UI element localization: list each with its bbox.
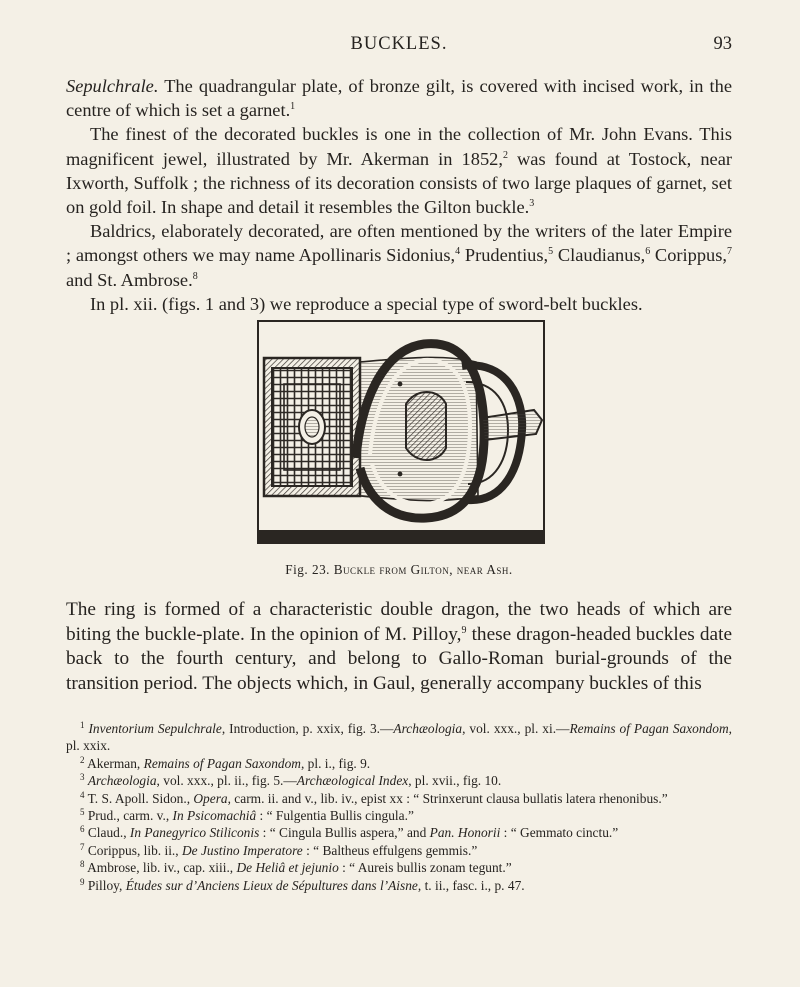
footnote-italic: Opera [193,790,228,806]
footnote-number: 6 [80,824,85,835]
footnote-ref: 6 [645,246,651,258]
figure-caption [66,562,732,578]
footnote [66,755,732,772]
footnote-text: Pilloy, [87,877,126,893]
footnote [66,842,732,859]
footnote-italic: De Heliâ et jejunio [236,860,339,876]
paragraph-1: Sepulchrale. The quadrangular plate, of bronze gilt, is covered with incised work, in the centre of which is set a garnet.$^1$ [66,76,732,121]
footnotes [66,720,732,894]
body-text-top [66,74,732,316]
paragraph-2: The finest of the decorated buckles is one in the collection of Mr. John Evans. This magnificent jewel, illustrated by Mr. Akerman in 1852,$^2$ was found at Tostock, near Ixworth, Suffolk ; the richness of its decoration consists of two large plaques of garnet, set on gold foil. In shape and detail it resembles the Gilton buckle.$^3$ [66,124,733,218]
footnote-text: : “ Fulgentia Bullis cingula.” [256,808,414,824]
paragraph-4: In pl. xii. (figs. 1 and 3) we reproduce a special type of sword-belt buckles. [90,293,643,314]
buckle-illustration [256,318,546,546]
page-number: 93 [713,34,732,54]
footnote-italic: De Justino Imperatore [181,842,303,858]
footnote-text: , Introduction, p. xxix, fig. 3.— [221,721,394,736]
footnote-italic: Remains of Pagan Saxondom [569,721,729,736]
footnote [66,772,732,789]
footnote-text: Prud., carm. v., [87,808,173,824]
footnote-number: 2 [80,754,85,765]
footnote-text: , vol. xxx., pl. xi.— [462,721,570,736]
buckle-engraving [256,318,546,546]
footnote [66,877,732,894]
footnote-ref: 3 [529,198,535,210]
body-text-bottom [66,598,732,696]
footnote-ref: 5 [548,246,554,258]
footnote-text: , pl. xvii., fig. 10. [408,773,502,789]
footnote-italic: Archæologia [393,721,463,736]
footnote-ref: 7 [726,246,732,258]
footnote-text: , vol. xxx., pl. ii., fig. 5.— [156,773,297,789]
footnote-ref: 1 [290,101,296,113]
footnote-text: T. S. Apoll. Sidon., [87,790,194,806]
footnote [66,807,732,824]
footnote [66,720,732,755]
footnote-number: 8 [80,859,85,870]
footnote-text: , pl. xxix. [66,721,732,754]
figure-label: Fig. 23. [285,562,330,577]
footnote-text: : “ Gemmato cinctu.” [500,825,619,841]
footnote-ref: 4 [455,246,461,258]
footnote-italic: Archæological Index [296,773,409,789]
footnote-text: : “ Cingula Bullis aspera,” and [259,825,430,841]
footnote-text: Corippus, lib. ii., [87,842,182,858]
footnote-text: : “ Baltheus effulgens gemmis.” [302,842,478,858]
footnote [66,790,732,807]
footnote-italic: Remains of Pagan Saxondom [143,755,301,771]
footnote-ref: 8 [192,270,198,282]
footnote-italic: Pan. Honorii [429,825,501,841]
figure-title: Buckle from Gilton, near Ash. [333,562,513,577]
footnote-number: 4 [80,789,85,800]
footnote [66,859,732,876]
footnote [66,824,732,841]
footnote-text: Claud., [87,825,130,841]
footnote-text: , carm. ii. and v., lib. iv., epist xx : “ Strinxerunt clausa bullatis latera rhenonibus.” [227,790,668,806]
footnote-italic: Archæologia [87,773,157,789]
footnote-italic: Études sur d’Anciens Lieux de Sépultures dans l’Aisne [125,877,418,893]
running-title: BUCKLES. [350,34,448,54]
footnote-text: Ambrose, lib. iv., cap. xiii., [87,860,237,876]
footnote-italic: In Psicomachiâ [172,808,257,824]
footnote-italic: In Panegyrico Stiliconis [129,825,260,841]
footnote-number: 9 [80,876,85,887]
lead-italic: Sepulchrale. [66,76,159,96]
footnote-ref: 2 [502,149,508,161]
footnote-number: 7 [80,841,85,852]
footnote-text: Akerman, [87,755,144,771]
footnote-text: , t. ii., fasc. i., p. 47. [417,877,525,893]
footnote-text: : “ Aureis bullis zonam tegunt.” [338,860,512,876]
footnote-number: 5 [80,807,85,818]
footnote-italic: Inventorium Sepulchrale [88,721,222,736]
page-header [66,34,732,58]
paragraph-3: Baldrics, elaborately decorated, are often mentioned by the writers of the later Empire ; amongst others we may name Apollinaris Sidonius,$^4$ Prudentius,$^5$ Claudianus,$^6$ Corippus,$^7$ and St. Ambrose.$^8$ [66,221,732,290]
footnote-text: , pl. i., fig. 9. [300,755,371,771]
paragraph-5: The ring is formed of a characteristic double dragon, the two heads of which are biting the buckle-plate. In the opinion of M. Pilloy,$^9$ these dragon-headed buckles date back to the fourth century, and belong to Gallo-Roman burial-grounds of the transition period. The objects which, in Gaul, generally accompany buckles of this [66,599,733,694]
footnote-ref: 9 [461,624,467,636]
footnote-number: 3 [80,772,85,783]
footnote-number: 1 [80,720,85,730]
